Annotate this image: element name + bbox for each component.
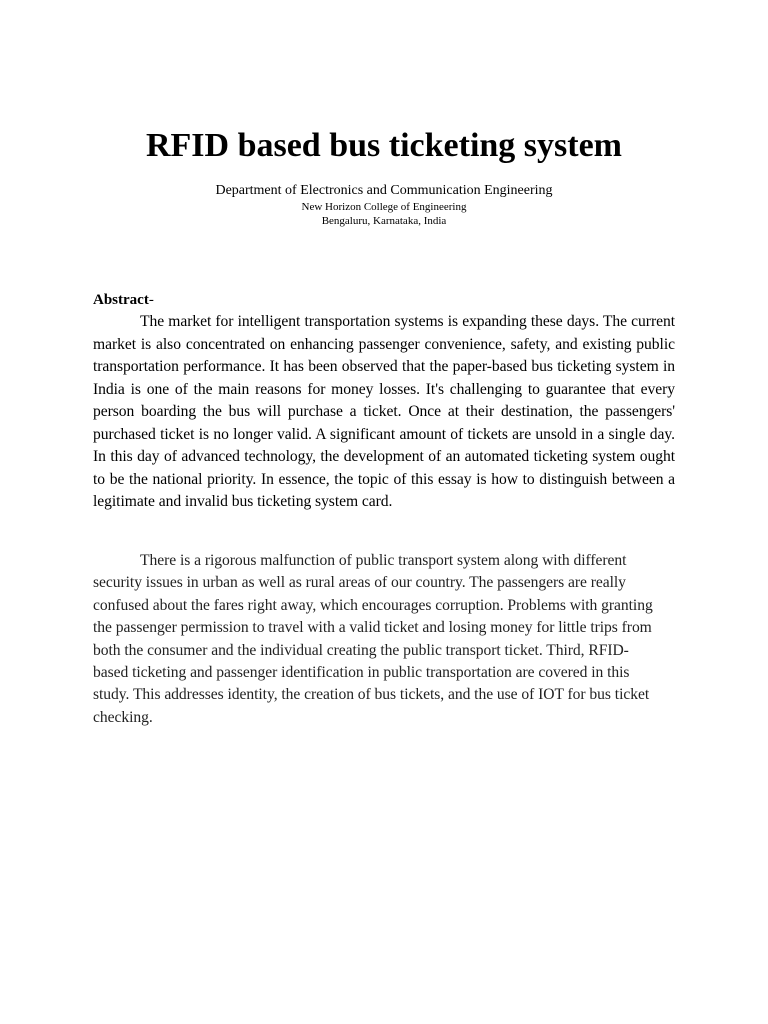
abstract-heading — [93, 289, 675, 311]
body-paragraph: There is a rigorous malfunction of public transport system along with different security issues in urban as well as rural areas of our country. The passengers are really confused about the fares right away, which encourages corruption. Problems with granting the passenger permission to travel with a valid ticket and losing money for little trips from both the consumer and the individual creating the public transport ticket. Third, RFID-based ticketing and passenger identification in public transportation are covered in this study. This addresses identity, the creation of bus tickets, and the use of IOT for bus ticket checking. — [93, 552, 653, 726]
college-affiliation: New Horizon College of Engineering — [301, 201, 467, 213]
abstract-section — [93, 289, 675, 514]
paper-title: RFID based bus ticketing system — [145, 127, 623, 164]
abstract-dash: - — [148, 292, 154, 308]
location-affiliation: Bengaluru, Karnataka, India — [321, 215, 447, 227]
department-affiliation: Department of Electronics and Communication Engineering — [215, 183, 553, 198]
abstract-paragraph: The market for intelligent transportation systems is expanding these days. The current market is also concentrated on enhancing passenger convenience, safety, and existing public transportation performance. It has been observed that the paper-based bus ticketing system in India is one of the main reasons for money losses. It's challenging to guarantee that every person boarding the bus will purchase a ticket. Once at their destination, the passengers' purchased ticket is no longer valid. A significant amount of tickets are unsold in a single day. In this day of advanced technology, the development of an automated ticketing system ought to be the national priority. In essence, the topic of this essay is how to distinguish between a legitimate and invalid bus ticketing system card. — [93, 313, 675, 510]
abstract-label: Abstract — [93, 292, 149, 308]
